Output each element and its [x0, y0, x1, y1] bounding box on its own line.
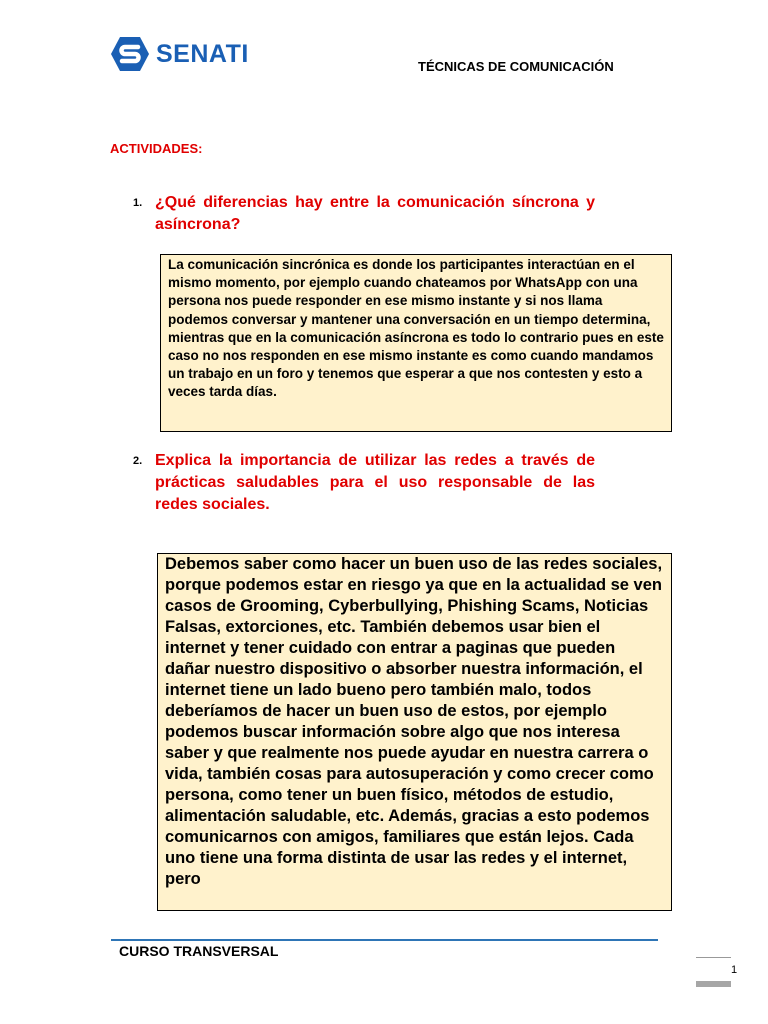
page-number-rule [696, 957, 731, 958]
question-1-number: 1. [133, 197, 143, 209]
question-1 [133, 192, 595, 236]
answer-1-box: La comunicación sincrónica es donde los participantes interactúan en el mismo momento, por ejemplo cuando chateamos por WhatsApp con una persona nos puede responder en ese mismo instante y si nos llama podemos conversar y mantener una conversación en un tiempo determina, mientras que en la comunicación asíncrona es todo lo contrario pues en este caso no nos responden en ese mismo instante es como cuando mandamos un trabajo en un foro y tenemos que esperar a que nos contesten y esto a veces tarda días. [160, 254, 672, 432]
footer-course-label: CURSO TRANSVERSAL [119, 943, 279, 959]
logo-text: SENATI [156, 39, 249, 68]
footer-divider [111, 939, 658, 941]
senati-logo [110, 36, 249, 72]
answer-2-box: Debemos saber como hacer un buen uso de las redes sociales, porque podemos estar en riesgo ya que en la actualidad se ven casos de Grooming, Cyberbullying, Phishing Scams, Noticias Falsas, extorciones, etc. También debemos usar bien el internet y tener cuidado con entrar a paginas que pueden dañar nuestro dispositivo o absorber nuestra información, el internet tiene un lado bueno pero también malo, todos deberíamos de hacer un buen uso de estos, por ejemplo podemos buscar información sobre algo que nos interesa saber y que realmente nos puede ayudar en nuestra carrera o vida, también cosas para autosuperación y como crecer como persona, como tener un buen físico, métodos de estudio, alimentación saludable, etc. Además, gracias a esto podemos comunicarnos con amigos, familiares que están lejos. Cada uno tiene una forma distinta de usar las redes y el internet, pero [157, 553, 672, 911]
document-title: TÉCNICAS DE COMUNICACIÓN [418, 59, 614, 74]
senati-logo-icon [110, 36, 150, 72]
page-number-bar [696, 981, 731, 987]
question-2 [133, 450, 595, 516]
question-1-text: ¿Qué diferencias hay entre la comunicación síncrona y asíncrona? [155, 194, 595, 233]
activities-heading: ACTIVIDADES: [110, 141, 203, 156]
question-2-number: 2. [133, 455, 143, 467]
question-2-text: Explica la importancia de utilizar las redes a través de prácticas saludables para el uso responsable de las redes sociales. [155, 452, 595, 513]
page-number: 1 [731, 964, 738, 976]
